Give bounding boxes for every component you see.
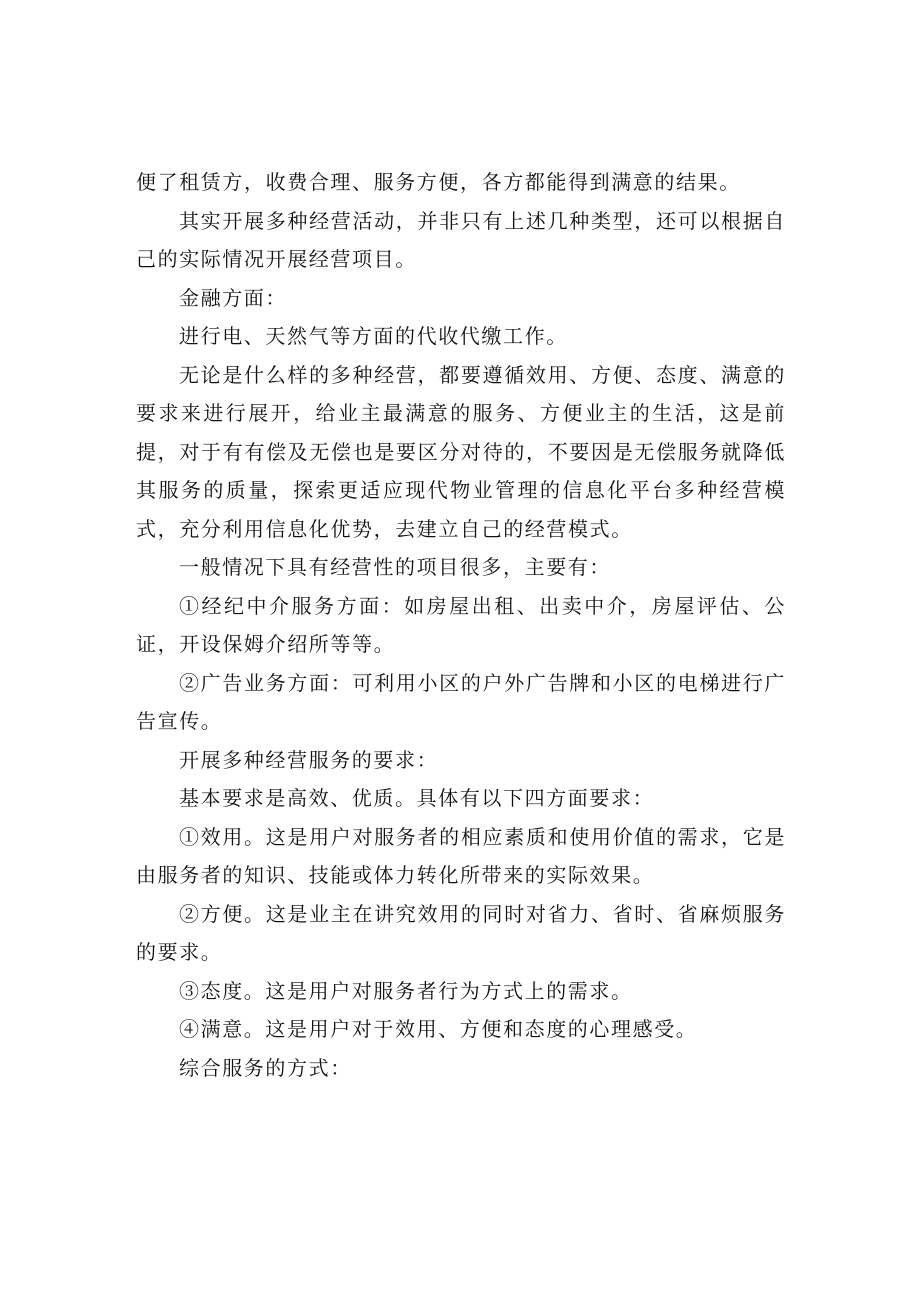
paragraph-13: ③态度。这是用户对服务者行为方式上的需求。 [179,978,633,1003]
paragraph-11: ①效用。这是用户对服务者的相应素质和使用价值的需求，它是由服务者的知识、技能或体力转化所带来的实际效果。 [136,824,786,887]
paragraph-2: 其实开展多种经营活动，并非只有上述几种类型，还可以根据自己的实际情况开展经营项目。 [136,208,786,271]
paragraph-9: 开展多种经营服务的要求： [179,747,439,772]
paragraph-12: ②方便。这是业主在讲究效用的同时对省力、省时、省麻烦服务的要求。 [136,901,786,964]
paragraph-6: 一般情况下具有经营性的项目很多，主要有： [179,555,611,579]
paragraph-5: 无论是什么样的多种经营，都要遵循效用、方便、态度、满意的要求来进行展开，给业主最满意的服务、方便业主的生活，这是前提，对于有有偿及无偿也是要区分对待的，不要因是无偿服务就降低其服务的质量，探索更适应现代物业管理的信息化平台多种经营模式，充分利用信息化优势，去建立自己的经营模式。 [136,362,786,541]
paragraph-10: 基本要求是高效、优质。具体有以下四方面要求： [179,786,655,810]
paragraph-14: ④满意。这是用户对于效用、方便和态度的心理感受。 [179,1017,698,1041]
paragraph-8: ②广告业务方面：可利用小区的户外广告牌和小区的电梯进行广告宣传。 [136,670,786,733]
paragraph-7: ①经纪中介服务方面：如房屋出租、出卖中介，房屋评估、公证，开设保姆介绍所等等。 [136,593,786,656]
paragraph-15: 综合服务的方式： [179,1055,352,1080]
paragraph-3: 金融方面： [179,285,287,310]
paragraph-4: 进行电、天然气等方面的代收代缴工作。 [179,324,568,348]
document-body [136,163,786,1087]
paragraph-1: 便了租赁方，收费合理、服务方便，各方都能得到满意的结果。 [136,170,741,194]
